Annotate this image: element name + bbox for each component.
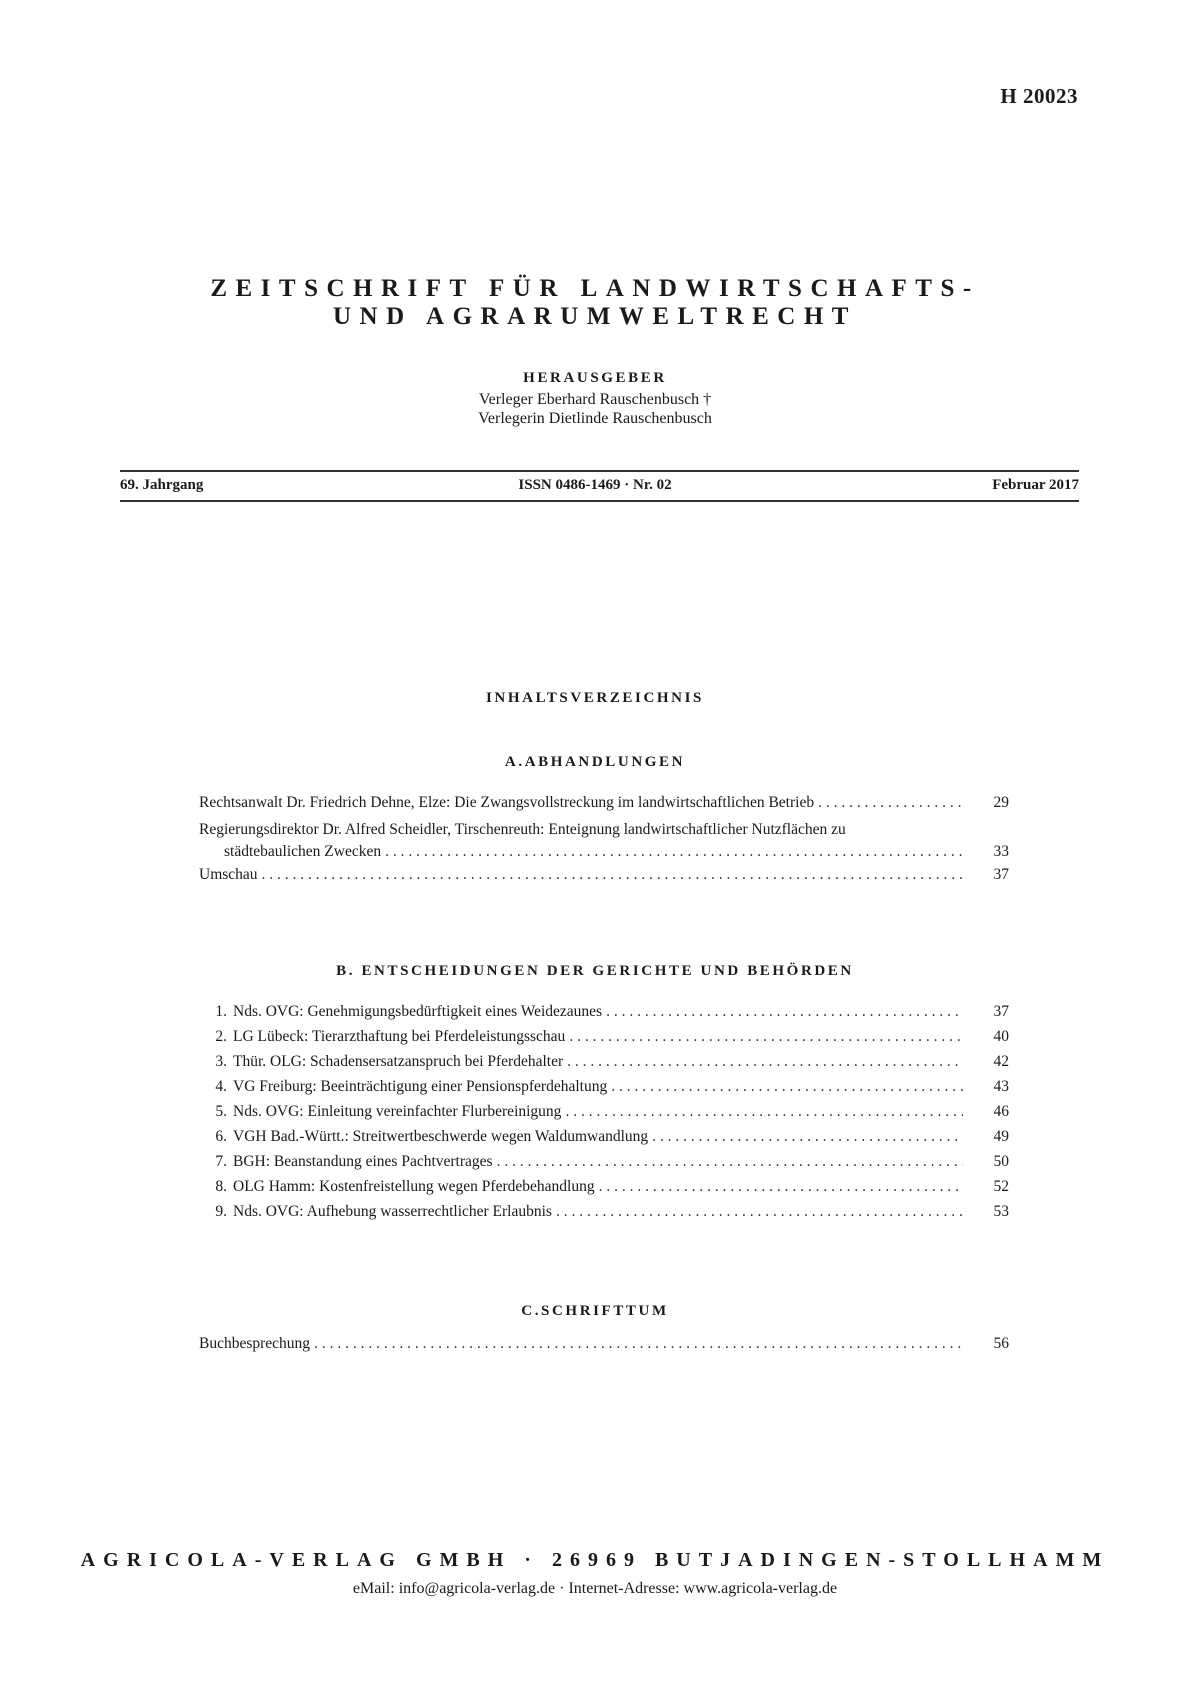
- toc-entry[interactable]: [199, 1101, 1009, 1123]
- contact-footer: eMail: info@agricola-verlag.de · Internet-Adresse: www.agricola-verlag.de: [352, 1580, 838, 1597]
- toc-entry-page: 29: [993, 794, 1009, 811]
- toc-entry-page: 43: [993, 1078, 1009, 1095]
- toc-entry[interactable]: [199, 1026, 1009, 1048]
- section-a-heading: A.ABHANDLUNGEN: [504, 754, 686, 770]
- toc-entry-page: 52: [993, 1178, 1009, 1195]
- dot-leader: [314, 1333, 963, 1355]
- toc-entry[interactable]: [199, 1151, 1009, 1173]
- toc-entry-page: 40: [993, 1028, 1009, 1045]
- toc-entry-page: 37: [993, 866, 1009, 883]
- toc-entry-page: 33: [993, 843, 1009, 860]
- dot-leader: [611, 1076, 963, 1098]
- journal-title-line2: UND AGRARUMWELTRECHT: [333, 303, 857, 330]
- toc-entry-text: Nds. OVG: Genehmigungsbedürftigkeit eines Weidezaunes: [233, 1003, 603, 1020]
- toc-entry-page: 53: [993, 1203, 1009, 1220]
- dot-leader: [606, 1001, 963, 1023]
- dot-leader: [599, 1176, 963, 1198]
- toc-entry-page: 42: [993, 1053, 1009, 1070]
- dot-leader: [569, 1026, 963, 1048]
- toc-entry-number: 1.: [215, 1003, 227, 1020]
- toc-entry[interactable]: [199, 1051, 1009, 1073]
- dot-leader: [818, 792, 963, 814]
- journal-title-line1: ZEITSCHRIFT FÜR LANDWIRTSCHAFTS-: [210, 275, 980, 302]
- toc-entry-number: 4.: [215, 1078, 227, 1095]
- toc-entry-page: 49: [993, 1128, 1009, 1145]
- dot-leader: [385, 841, 963, 863]
- journal-code: H 20023: [1000, 84, 1078, 108]
- toc-entry[interactable]: [199, 792, 1009, 814]
- toc-entry-page: 46: [993, 1103, 1009, 1120]
- toc-entry[interactable]: [199, 1126, 1009, 1148]
- toc-entry-text: OLG Hamm: Kostenfreistellung wegen Pferdebehandlung: [233, 1178, 595, 1195]
- toc-heading: INHALTSVERZEICHNIS: [486, 690, 704, 706]
- toc-entry-text: Buchbesprechung: [199, 1335, 311, 1352]
- dot-leader: [262, 864, 963, 886]
- toc-entry-text-continued: städtebaulichen Zwecken: [224, 843, 382, 860]
- toc-entry-text: Umschau: [199, 866, 258, 883]
- dot-leader: [565, 1101, 963, 1123]
- toc-entry-text: Rechtsanwalt Dr. Friedrich Dehne, Elze: Die Zwangsvollstreckung im landwirtschaftlichen Betrieb: [199, 794, 815, 811]
- publisher-line-2: Verlegerin Dietlinde Rauschenbusch: [478, 410, 712, 427]
- publisher-footer: AGRICOLA-VERLAG GMBH · 26969 BUTJADINGEN-STOLLHAMM: [80, 1549, 1110, 1571]
- dot-leader: [567, 1051, 963, 1073]
- section-b-heading: B. ENTSCHEIDUNGEN DER GERICHTE UND BEHÖRDEN: [336, 963, 854, 979]
- publisher-label: HERAUSGEBER: [523, 370, 667, 386]
- publisher-line-1: Verleger Eberhard Rauschenbusch †: [478, 391, 712, 408]
- toc-entry-text: VGH Bad.-Württ.: Streitwertbeschwerde wegen Waldumwandlung: [233, 1128, 649, 1145]
- toc-entry-text: LG Lübeck: Tierarzthaftung bei Pferdeleistungsschau: [233, 1028, 566, 1045]
- dot-leader: [556, 1201, 963, 1223]
- toc-entry-page: 50: [993, 1153, 1009, 1170]
- toc-entry[interactable]: [199, 864, 1009, 886]
- toc-entry-text: Nds. OVG: Aufhebung wasserrechtlicher Erlaubnis: [233, 1203, 552, 1220]
- dot-leader: [497, 1151, 963, 1173]
- toc-entry-number: 8.: [215, 1178, 227, 1195]
- top-rule: [120, 470, 1079, 472]
- bottom-rule: [120, 500, 1079, 502]
- toc-entry[interactable]: [199, 1201, 1009, 1223]
- toc-entry-number: 5.: [215, 1103, 227, 1120]
- volume: 69. Jahrgang: [120, 477, 204, 493]
- toc-entry-number: 7.: [215, 1153, 227, 1170]
- toc-entry-text: Regierungsdirektor Dr. Alfred Scheidler, Tirschenreuth: Enteignung landwirtschaftlicher Nutzflächen zu: [199, 821, 846, 838]
- toc-entry-text: BGH: Beanstandung eines Pachtvertrages: [233, 1153, 493, 1170]
- toc-entry[interactable]: [199, 819, 1009, 863]
- toc-entry[interactable]: [199, 1333, 1009, 1355]
- toc-entry-page: 56: [993, 1335, 1009, 1352]
- toc-entry-number: 2.: [215, 1028, 227, 1045]
- issn-number: ISSN 0486-1469 · Nr. 02: [518, 477, 672, 493]
- toc-entry[interactable]: [199, 1001, 1009, 1023]
- toc-entry[interactable]: [199, 1076, 1009, 1098]
- toc-entry-number: 6.: [215, 1128, 227, 1145]
- toc-entry[interactable]: [199, 1176, 1009, 1198]
- toc-entry-page: 37: [993, 1003, 1009, 1020]
- toc-entry-text: VG Freiburg: Beeinträchtigung einer Pensionspferdehaltung: [233, 1078, 608, 1095]
- toc-entry-text: Thür. OLG: Schadensersatzanspruch bei Pferdehalter: [233, 1053, 564, 1070]
- issue-date: Februar 2017: [992, 477, 1079, 493]
- toc-entry-text: Nds. OVG: Einleitung vereinfachter Flurbereinigung: [233, 1103, 562, 1120]
- dot-leader: [652, 1126, 963, 1148]
- toc-entry-number: 9.: [215, 1203, 227, 1220]
- section-c-heading: C.SCHRIFTTUM: [521, 1303, 669, 1319]
- toc-entry-number: 3.: [215, 1053, 227, 1070]
